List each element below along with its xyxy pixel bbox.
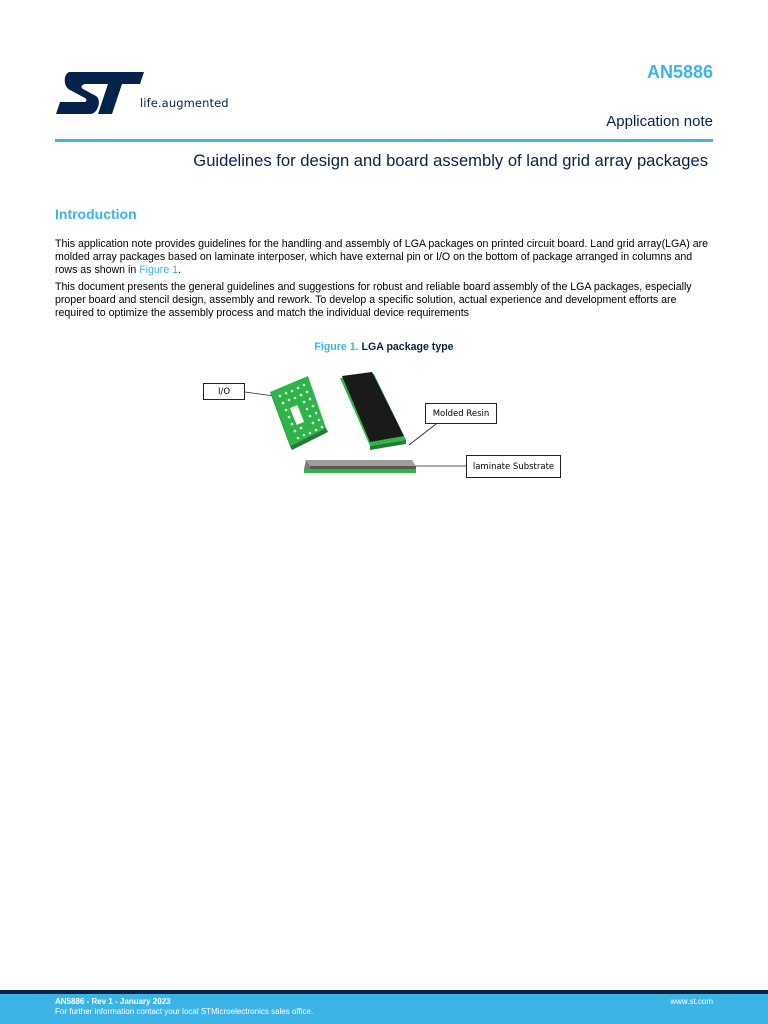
footer-website-link[interactable]: www.st.com [670,997,713,1006]
callout-molded-resin: Molded Resin [425,403,497,424]
figure-caption [0,341,768,353]
document-type: Application note [606,113,713,130]
intro-paragraph-1-text: This application note provides guidelines for the handling and assembly of LGA packages on printed circuit board. Land grid array(LGA) are molded array packages based on laminate interposer, which have external pin or I/O on the bottom of package arranged in columns and rows as shown in [55,238,709,276]
intro-paragraph-1 [55,238,715,277]
introduction-heading: Introduction [55,206,137,222]
header-divider [55,139,713,142]
st-logo-icon [56,70,146,116]
st-logo [56,68,246,118]
callout-laminate-substrate: laminate Substrate [466,455,561,478]
lga-package-figure [200,362,566,488]
lga-side-package [304,460,416,473]
page-footer [0,994,768,1024]
figure-title: LGA package type [361,341,454,353]
document-id: AN5886 [646,62,713,82]
footer-contact-info: For further information contact your local STMicroelectronics sales office. [55,1007,314,1016]
figure-number: Figure 1. [314,341,359,353]
intro-paragraph-1-end: . [178,264,182,276]
callout-io: I/O [203,383,245,400]
footer-revision: AN5886 - Rev 1 - January 2023 [55,997,171,1006]
document-title: Guidelines for design and board assembly of land grid array packages [193,151,708,170]
logo-tagline: life.augmented [140,96,229,110]
figure-1-link[interactable]: Figure 1 [139,264,179,276]
intro-paragraph-2: This document presents the general guidelines and suggestions for robust and reliable board assembly of the LGA packages, especially proper board and stencil design, assembly and rework. To develop a specific solution, actual experience and development efforts are required to optimize the assembly process and match the individual device requirements [55,281,692,319]
